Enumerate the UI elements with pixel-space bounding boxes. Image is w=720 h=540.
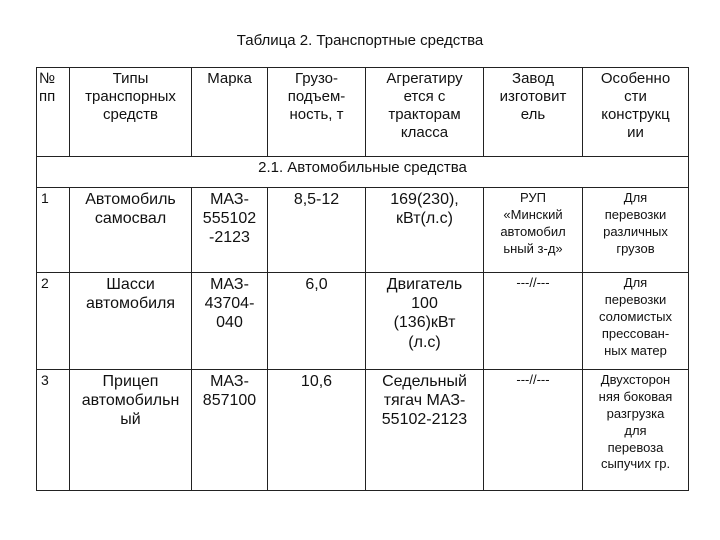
row-aggregated (366, 273, 484, 370)
cell-line: ется с (403, 88, 446, 105)
cell-line: «Минский (503, 206, 563, 222)
row-brand (192, 188, 268, 273)
cell-line: Особенно (600, 70, 671, 87)
cell-line: ии (627, 124, 644, 141)
cell-line: различных (603, 223, 668, 239)
cell-line: МАЗ- (210, 191, 249, 208)
cell-line: для (624, 422, 647, 438)
cell-line: Завод (512, 70, 554, 87)
cell-line: подъем- (287, 88, 346, 105)
table-row (37, 273, 689, 370)
cell-line: ных матер (604, 342, 667, 358)
cell-line: разгрузка (606, 405, 665, 421)
transport-table (36, 67, 689, 491)
header-capacity (268, 68, 366, 157)
header-features (583, 68, 689, 157)
row-aggregated (366, 188, 484, 273)
header-no (37, 68, 70, 157)
cell-line: класса (400, 124, 449, 141)
cell-line: ---//--- (516, 372, 550, 387)
header-types (70, 68, 192, 157)
cell-line: Типы (112, 70, 149, 87)
cell-line: сти (624, 88, 647, 105)
cell-line: тягач МАЗ- (383, 392, 466, 410)
cell-line: перевозки (604, 206, 667, 222)
cell-line: 040 (216, 314, 243, 332)
section-title: 2.1. Автомобильные средства (37, 157, 689, 188)
table-row (37, 188, 689, 273)
row-capacity: 8,5-12 (268, 188, 366, 273)
cell-line: Грузо- (294, 70, 338, 87)
table-row (37, 370, 689, 491)
row-capacity: 10,6 (268, 370, 366, 491)
header-aggregated (366, 68, 484, 157)
cell-line: соломистых (598, 308, 673, 324)
cell-line: средств (103, 106, 158, 123)
cell-line: кВт(л.с) (396, 210, 453, 228)
cell-line: сыпучих гр. (600, 456, 671, 472)
row-features (583, 188, 689, 273)
row-brand (192, 370, 268, 491)
row-capacity: 6,0 (268, 273, 366, 370)
cell-line: 55102-2123 (381, 411, 468, 429)
cell-line: Марка (207, 70, 252, 87)
cell-line: автомобил (500, 223, 566, 239)
cell-line: (л.с) (408, 333, 441, 351)
cell-line: МАЗ- (210, 276, 249, 293)
header-factory (484, 68, 583, 157)
cell-line: ый (120, 411, 141, 429)
row-brand (192, 273, 268, 370)
cell-line: 100 (411, 295, 438, 313)
cell-line: ьный з-д» (503, 240, 563, 256)
cell-line: Для (623, 275, 648, 290)
cell-line: ---//--- (516, 275, 550, 290)
cell-line: Двигатель (386, 276, 463, 293)
cell-line: ель (520, 106, 546, 123)
cell-line: изготовит (499, 88, 567, 105)
cell-line: пп (39, 88, 56, 105)
cell-line: Шасси (106, 276, 155, 293)
cell-line: Прицеп (102, 373, 159, 390)
cell-line: перевозки (604, 291, 667, 307)
cell-line: Двухсторон (600, 372, 671, 387)
header-row (37, 68, 689, 157)
table-title: Таблица 2. Транспортные средства (236, 32, 484, 49)
cell-line: конструкц (601, 106, 670, 123)
cell-line: ность, т (289, 106, 344, 123)
cell-line: Седельный (382, 373, 467, 390)
cell-line: транспорных (85, 88, 176, 105)
cell-line: грузов (616, 240, 655, 256)
cell-line: тракторам (388, 106, 461, 123)
cell-line: Агрегатиру (386, 70, 463, 87)
cell-line: 169(230), (390, 191, 459, 208)
row-factory (484, 370, 583, 491)
cell-line: 43704- (204, 295, 255, 313)
cell-line: прессован- (601, 325, 670, 341)
cell-line: няя боковая (598, 388, 673, 404)
row-features (583, 370, 689, 491)
cell-line: самосвал (94, 210, 167, 228)
cell-line: -2123 (209, 229, 250, 247)
cell-line: 555102 (202, 210, 257, 228)
row-aggregated (366, 370, 484, 491)
row-number: 3 (37, 370, 70, 491)
row-factory (484, 188, 583, 273)
row-number: 2 (37, 273, 70, 370)
cell-line: МАЗ- (210, 373, 249, 390)
cell-line: перевоза (607, 439, 664, 455)
cell-line: (136)кВт (393, 314, 456, 332)
row-type (70, 273, 192, 370)
row-features (583, 273, 689, 370)
cell-line: Для (623, 190, 648, 205)
cell-line: РУП (520, 190, 546, 205)
header-brand (192, 68, 268, 157)
cell-line: автомобильн (81, 392, 180, 410)
row-type (70, 188, 192, 273)
row-type (70, 370, 192, 491)
row-number: 1 (37, 188, 70, 273)
row-factory (484, 273, 583, 370)
cell-line: автомобиля (85, 295, 176, 313)
cell-line: Автомобиль (85, 191, 176, 208)
cell-line: № (39, 70, 56, 87)
cell-line: 857100 (202, 392, 257, 410)
section-row (37, 157, 689, 188)
